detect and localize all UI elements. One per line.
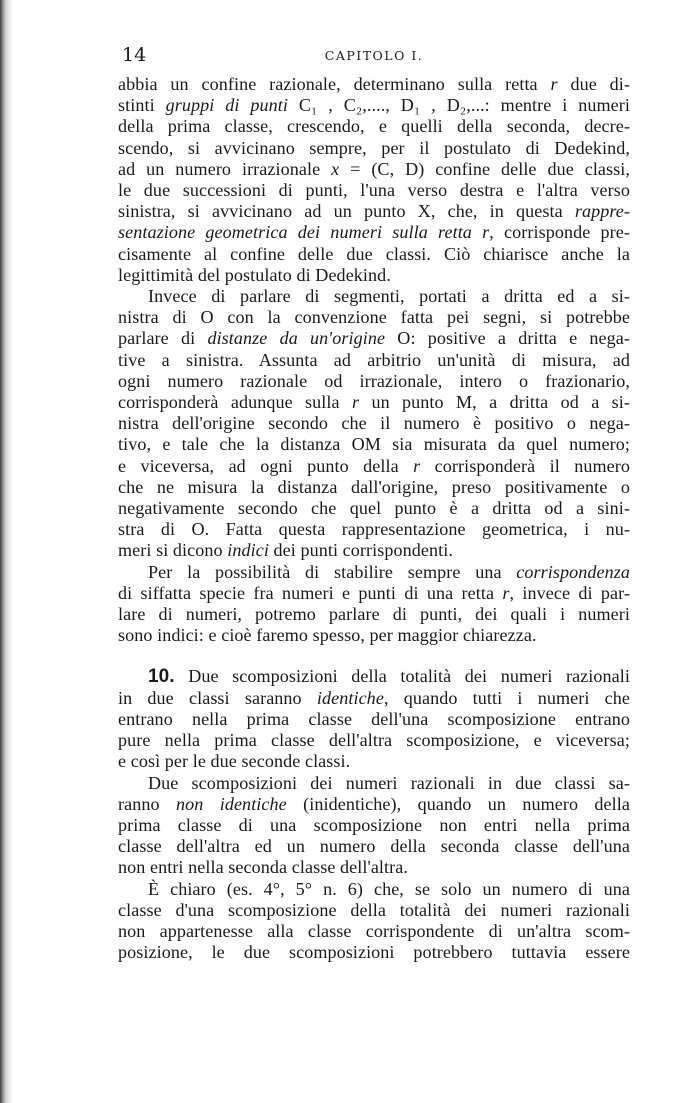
text-line: ad un numero irrazionale x = (C, D) confine delle due classi, <box>118 158 630 179</box>
text-line: e così per le due seconde classi. <box>118 751 351 772</box>
text-line: scendo, si avvicinano sempre, per il postulato di Dedekind, <box>118 137 630 158</box>
paragraph <box>118 879 630 964</box>
text-line: e viceversa, ad ogni punto della r corrisponderà il numero <box>118 455 630 476</box>
text-line: sinistra, si avvicinano ad un punto X, che, in questa rappre- <box>118 201 630 222</box>
text-line: sentazione geometrica dei numeri sulla retta r, corrisponde pre- <box>118 222 630 243</box>
text-line: classe d'una scomposizione della totalità dei numeri razionali <box>118 899 630 920</box>
chapter-title: CAPITOLO I. <box>324 48 424 63</box>
text-line: stra di O. Fatta questa rappresentazione geometrica, i nu- <box>118 519 630 540</box>
text-line: Per la possibilità di stabilire sempre una corrispondenza <box>148 561 630 582</box>
italic-term: non identiche <box>175 793 287 814</box>
text-line: stinti gruppi di punti C₁ , C₂,...., D₁ , D₂,...: mentre i numeri <box>118 95 631 116</box>
page-number: 14 <box>122 44 147 66</box>
text-line: classe dell'altra ed un numero della seconda classe dell'una <box>118 836 630 857</box>
paragraph <box>118 562 630 647</box>
italic-term: rappre- <box>574 201 630 222</box>
text-line: entrano nella prima classe dell'una scomposizione entrano <box>118 708 630 729</box>
text-line: della prima classe, crescendo, e quelli della seconda, decre- <box>118 116 630 137</box>
italic-term: x <box>331 158 340 179</box>
text-line: le due successioni di punti, l'una verso destra e l'altra verso <box>118 180 630 201</box>
text-line: negativamente secondo che quel punto è a dritta od a sini- <box>118 498 630 519</box>
italic-term: corrispondenza <box>516 561 630 582</box>
text-line: Invece di parlare di segmenti, portati a dritta ed a si- <box>148 286 630 307</box>
italic-term: r <box>550 74 558 94</box>
text-line: nistra dell'origine secondo che il numero è positivo o nega- <box>118 413 630 434</box>
paragraph <box>118 773 630 879</box>
text-line: posizione, le due scomposizioni potrebbero tuttavia essere <box>118 942 630 963</box>
text-line: sono indici: e cioè faremo spesso, per maggior chiarezza. <box>118 625 537 646</box>
text-line: lare di numeri, potremo parlare di punti, dei quali i numeri <box>118 604 630 625</box>
section-number: 10. <box>148 666 175 688</box>
text-line: ranno non identiche (inidentiche), quando un numero della <box>118 793 630 814</box>
paragraph <box>118 74 630 286</box>
text-line: non appartenesse alla classe corrispondente di un'altra scom- <box>118 920 630 941</box>
italic-term: r <box>502 582 510 603</box>
italic-term: r <box>413 455 421 476</box>
text-line: che ne misura la distanza dall'origine, preso positivamente o <box>118 476 630 497</box>
text-line: tive a sinistra. Assunta ad arbitrio un'unità di misura, ad <box>118 349 630 370</box>
book-page <box>118 44 630 963</box>
italic-term: r <box>351 392 360 413</box>
text-line: cisamente al confine delle due classi. Ciò chiarisce anche la <box>118 243 630 264</box>
text-line: in due classi saranno identiche, quando tutti i numeri che <box>118 687 630 708</box>
text-line: Due scomposizioni dei numeri razionali in due classi sa- <box>148 772 630 793</box>
text-line: nistra di O con la convenzione fatta pei segni, si potrebbe <box>118 307 630 328</box>
text-line: corrisponderà adunque sulla r un punto M, a dritta od a si- <box>118 392 630 413</box>
italic-term: indici <box>227 540 269 561</box>
running-head <box>118 44 630 74</box>
text-line: prima classe di una scomposizione non entri nella prima <box>118 814 630 835</box>
text-line: 10. Due scomposizioni della totalità dei numeri razionali <box>148 666 630 688</box>
section-paragraph <box>118 666 630 772</box>
text-line: tivo, e tale che la distanza OM sia misurata da quel numero; <box>118 434 630 455</box>
italic-term: distanze da un'origine <box>207 328 386 349</box>
text-line: ogni numero razionale od irrazionale, intero o frazionario, <box>118 370 630 391</box>
italic-term: gruppi di punti <box>165 95 288 116</box>
text-line: pure nella prima classe dell'altra scomposizione, e viceversa; <box>118 730 630 751</box>
page-binding-shadow <box>0 0 14 1103</box>
text-line: non entri nella seconda classe dell'altra. <box>118 857 408 878</box>
italic-term: identiche <box>316 687 384 708</box>
text-line: di siffatta specie fra numeri e punti di una retta r, invece di par- <box>118 582 630 603</box>
text-line: meri si dicono indici dei punti corrispondenti. <box>118 540 453 561</box>
text-line: legittimità del postulato di Dedekind. <box>118 264 391 285</box>
text-line: È chiaro (es. 4°, 5° n. 6) che, se solo un numero di una <box>148 878 630 899</box>
italic-term: sentazione geometrica dei numeri sulla retta r <box>118 222 490 243</box>
text-line: parlare di distanze da un'origine O: positive a dritta e nega- <box>118 328 630 349</box>
paragraph <box>118 286 630 562</box>
text-line: abbia un confine razionale, determinano sulla retta r due di- <box>118 74 630 94</box>
body-text <box>118 74 630 963</box>
